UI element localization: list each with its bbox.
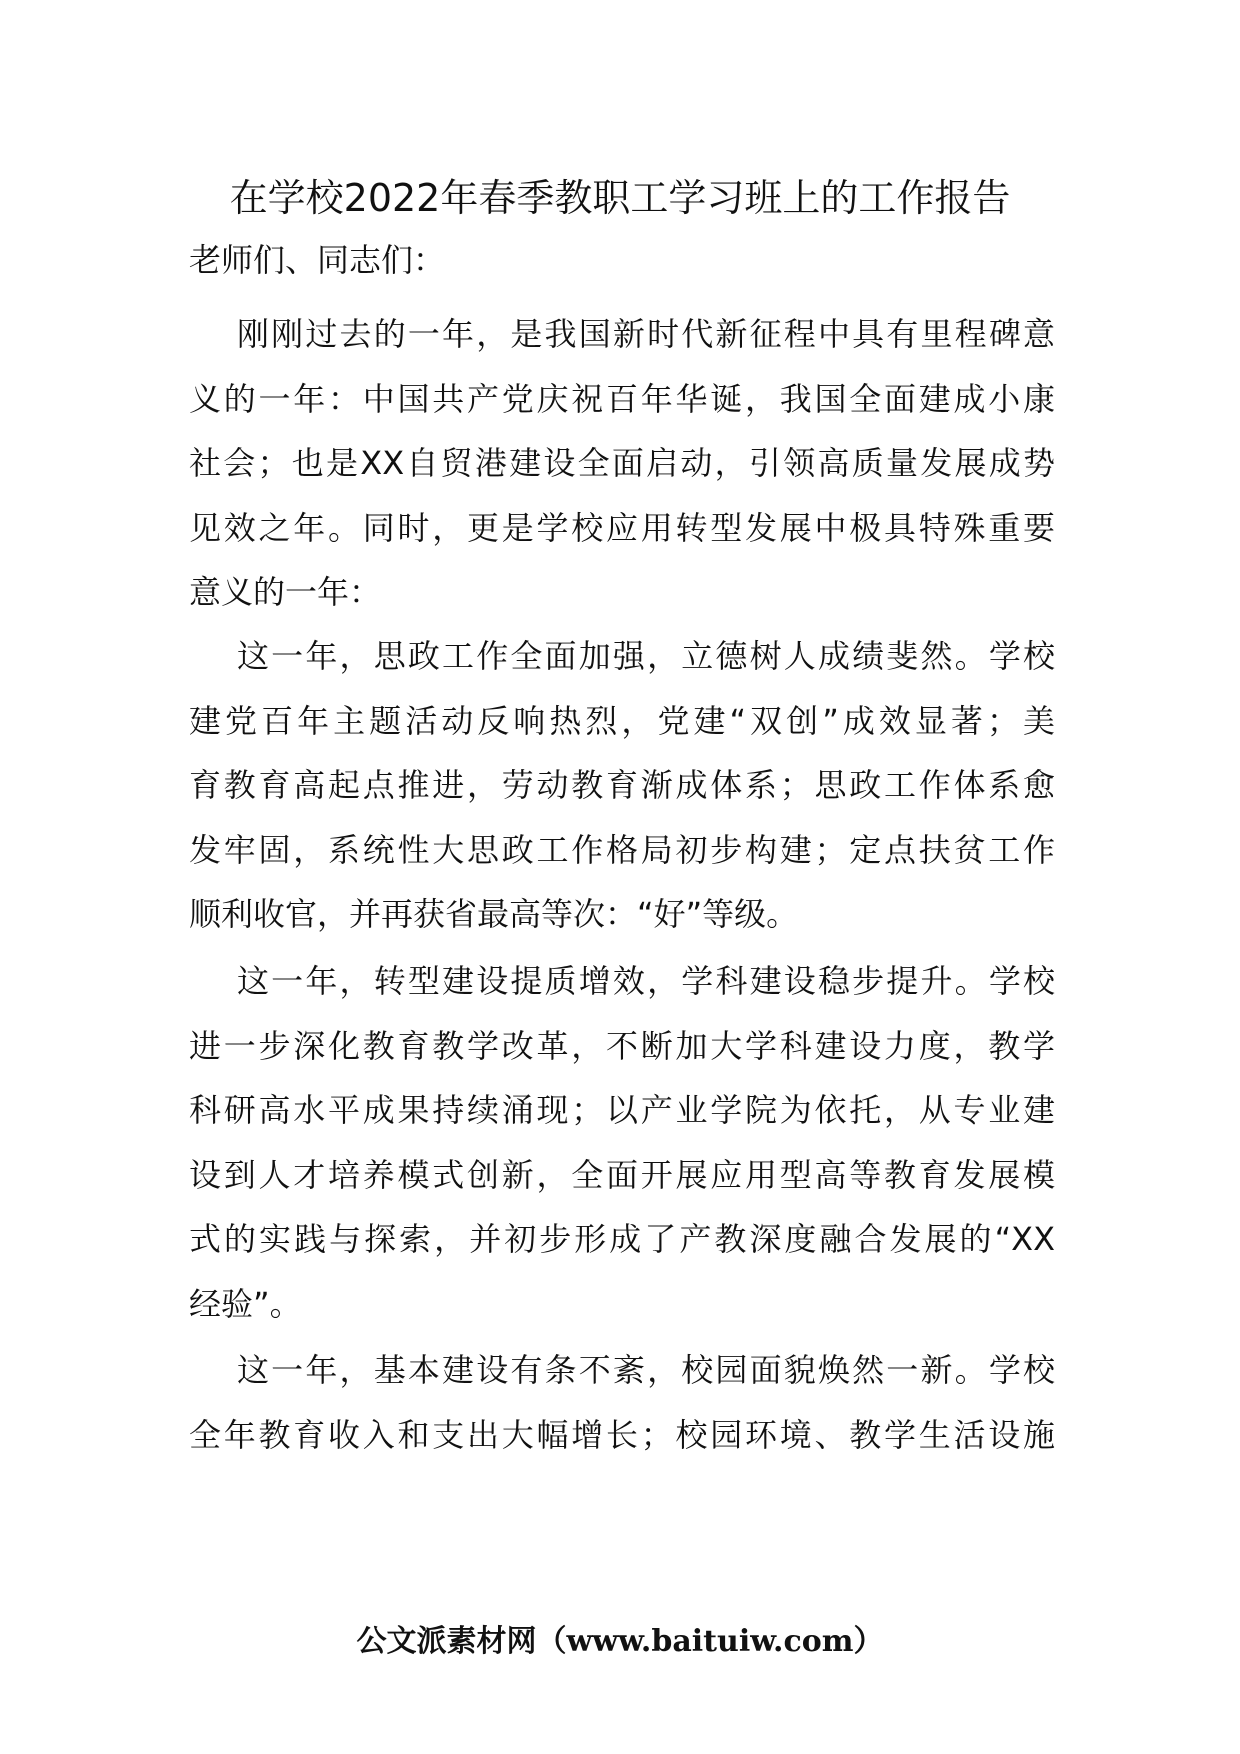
paragraph-line: 见效之年。同时，更是学校应用转型发展中极具特殊重要 [189, 508, 1055, 547]
paragraph-line: 设到人才培养模式创新，全面开展应用型高等教育发展模 [189, 1155, 1055, 1194]
paragraph-line: 刚刚过去的一年，是我国新时代新征程中具有里程碑意 [237, 315, 1055, 353]
paragraph-2 [189, 624, 1055, 947]
paragraph-line: 经验”。 [189, 1284, 302, 1323]
paragraph-line: 发牢固，系统性大思政工作格局初步构建；定点扶贫工作 [189, 830, 1055, 869]
paragraph-line: 科研高水平成果持续涌现；以产业学院为依托，从专业建 [189, 1091, 1055, 1129]
paragraph-line: 育教育高起点推进，劳动教育渐成体系；思政工作体系愈 [189, 766, 1055, 804]
paragraph-line: 顺利收官，并再获省最高等次：“好”等级。 [189, 895, 799, 933]
paragraph-line: 建党百年主题活动反响热烈，党建“双创”成效显著；美 [189, 701, 1055, 740]
document-title: 在学校2022年春季教职工学习班上的工作报告 [229, 176, 1011, 220]
salutation: 老师们、同志们： [189, 241, 446, 279]
paragraph-line: 义的一年：中国共产党庆祝百年华诞，我国全面建成小康 [189, 379, 1055, 418]
paragraph-1 [189, 302, 1055, 625]
paragraph-line: 进一步深化教育教学改革，不断加大学科建设力度，教学 [189, 1026, 1055, 1065]
paragraph-line: 这一年，基本建设有条不紊，校园面貌焕然一新。学校 [237, 1351, 1055, 1389]
paragraph-line: 这一年，思政工作全面加强，立德树人成绩斐然。学校 [237, 637, 1055, 675]
paragraph-3 [189, 949, 1055, 1336]
paragraph-line: 这一年，转型建设提质增效，学科建设稳步提升。学校 [237, 962, 1055, 1000]
footer-source: 公文派素材网（www.baituiw.com） [356, 1624, 884, 1659]
paragraph-4 [189, 1338, 1055, 1467]
paragraph-line: 式的实践与探索，并初步形成了产教深度融合发展的“XX [189, 1220, 1055, 1258]
paragraph-line: 社会；也是XX自贸港建设全面启动，引领高质量发展成势 [189, 444, 1055, 482]
paragraph-line: 全年教育收入和支出大幅增长；校园环境、教学生活设施 [189, 1415, 1055, 1454]
paragraph-line: 意义的一年： [189, 573, 382, 611]
